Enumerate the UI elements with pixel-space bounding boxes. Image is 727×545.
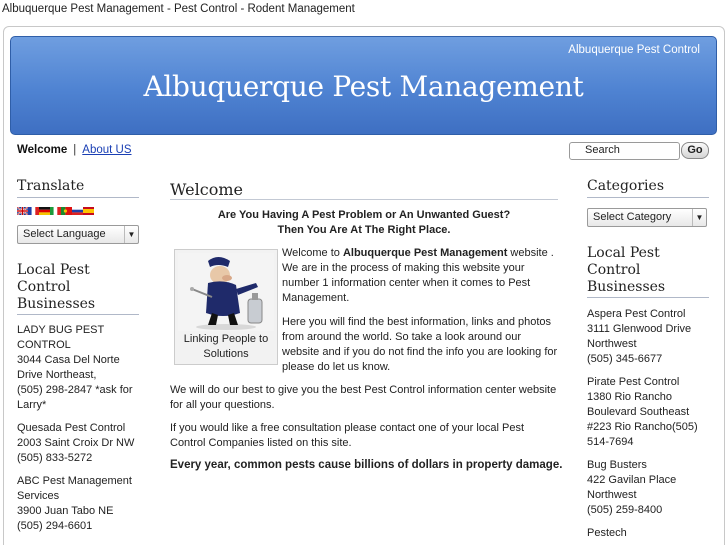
business-name: Aspera Pest Control — [587, 308, 686, 320]
business-name: Pestech — [587, 527, 627, 539]
uk-flag-icon[interactable] — [17, 207, 28, 215]
chevron-down-icon: ▼ — [692, 209, 706, 226]
mascot-photo — [174, 249, 278, 365]
business-phone: (505) 294-6601 — [17, 520, 93, 532]
spain-flag-icon[interactable] — [83, 207, 94, 215]
business-address: 3044 Casa Del Norte Drive Northeast, — [17, 354, 120, 381]
list-item — [587, 307, 709, 367]
business-name: Pirate Pest Control — [587, 376, 680, 388]
translate-heading: Translate — [17, 178, 139, 198]
language-flags — [17, 207, 94, 217]
business-name: Quesada Pest Control — [17, 422, 126, 434]
intro-suffix: website . We are in the process of making this website your number 1 information center when it comes to Pest Management. — [282, 247, 554, 304]
germany-flag-icon[interactable] — [39, 207, 50, 215]
france-flag-icon[interactable] — [28, 207, 39, 215]
business-phone: (505) 298-2847 *ask for Larry* — [17, 384, 133, 411]
consultation-paragraph: If you would like a free consultation please contact one of your local Pest Control Companies listed on this site. — [170, 422, 525, 449]
info-paragraph: Here you will find the best information, links and photos from around the world. So take a look around our website and if you do not find the info you are looking for please do let us know. — [282, 316, 558, 373]
page-title: Welcome — [170, 180, 243, 199]
list-item — [17, 421, 139, 466]
site-header — [10, 36, 717, 135]
nav-welcome[interactable]: Welcome — [17, 144, 68, 156]
damage-statement: Every year, common pests cause billions of dollars in property damage. — [170, 459, 563, 471]
intro-paragraph — [282, 246, 558, 306]
search-go-button[interactable]: Go — [681, 142, 709, 159]
tagline — [170, 208, 558, 238]
business-address: 3111 Glenwood Drive Northwest — [587, 323, 692, 350]
best-effort-paragraph: We will do our best to give you the best Pest Control information center website for all your questions. — [170, 384, 557, 411]
title-divider — [170, 199, 558, 200]
photo-caption: Linking People to Solutions — [183, 333, 269, 360]
list-item — [587, 526, 709, 541]
italy-flag-icon[interactable] — [50, 207, 61, 215]
left-business-list — [17, 323, 139, 534]
intro-site-name: Albuquerque Pest Management — [342, 247, 508, 259]
business-phone: (505) 345-6677 — [587, 353, 663, 365]
russia-flag-icon[interactable] — [72, 207, 83, 215]
header-link-pest-control[interactable]: Albuquerque Pest Control — [568, 44, 700, 56]
portugal-flag-icon[interactable] — [61, 207, 72, 215]
business-address: 1380 Rio Rancho Boulevard Southeast #223 Rio Rancho(505) 514-7694 — [587, 391, 698, 448]
category-select-value: Select Category — [593, 211, 672, 223]
list-item — [17, 323, 139, 413]
site-title[interactable]: Albuquerque Pest Management — [143, 70, 584, 103]
language-select[interactable] — [17, 225, 139, 244]
intro-prefix: Welcome to — [282, 247, 343, 259]
list-item — [587, 458, 709, 518]
business-name: LADY BUG PEST CONTROL — [17, 324, 105, 351]
left-local-businesses-heading: Local Pest Control Businesses — [17, 262, 139, 315]
nav-separator: | — [73, 144, 77, 156]
business-address: 422 Gavilan Place Northwest — [587, 474, 677, 501]
list-item — [587, 375, 709, 450]
business-name: Bug Busters — [587, 459, 647, 471]
window-title: Albuquerque Pest Management - Pest Control - Rodent Management — [0, 0, 727, 22]
business-address: 2003 Saint Croix Dr NW — [17, 437, 135, 449]
business-address: 3900 Juan Tabo NE — [17, 505, 114, 517]
search-input[interactable]: Search — [569, 142, 680, 160]
business-phone: (505) 833-5272 — [17, 452, 93, 464]
right-business-list — [587, 307, 709, 541]
nav-about-us[interactable]: About US — [82, 144, 132, 156]
top-nav — [17, 144, 132, 156]
categories-heading: Categories — [587, 178, 709, 198]
exterminator-mascot-image — [178, 253, 274, 331]
language-select-value: Select Language — [23, 228, 106, 240]
category-select[interactable] — [587, 208, 707, 227]
tagline-line-2: Then You Are At The Right Place. — [277, 224, 451, 236]
right-local-businesses-heading: Local Pest Control Businesses — [587, 245, 709, 298]
tagline-line-1: Are You Having A Pest Problem or An Unwanted Guest? — [217, 209, 511, 221]
business-name: ABC Pest Management Services — [17, 475, 132, 502]
chevron-down-icon: ▼ — [124, 226, 138, 243]
list-item — [17, 474, 139, 534]
business-phone: (505) 259-8400 — [587, 504, 663, 516]
